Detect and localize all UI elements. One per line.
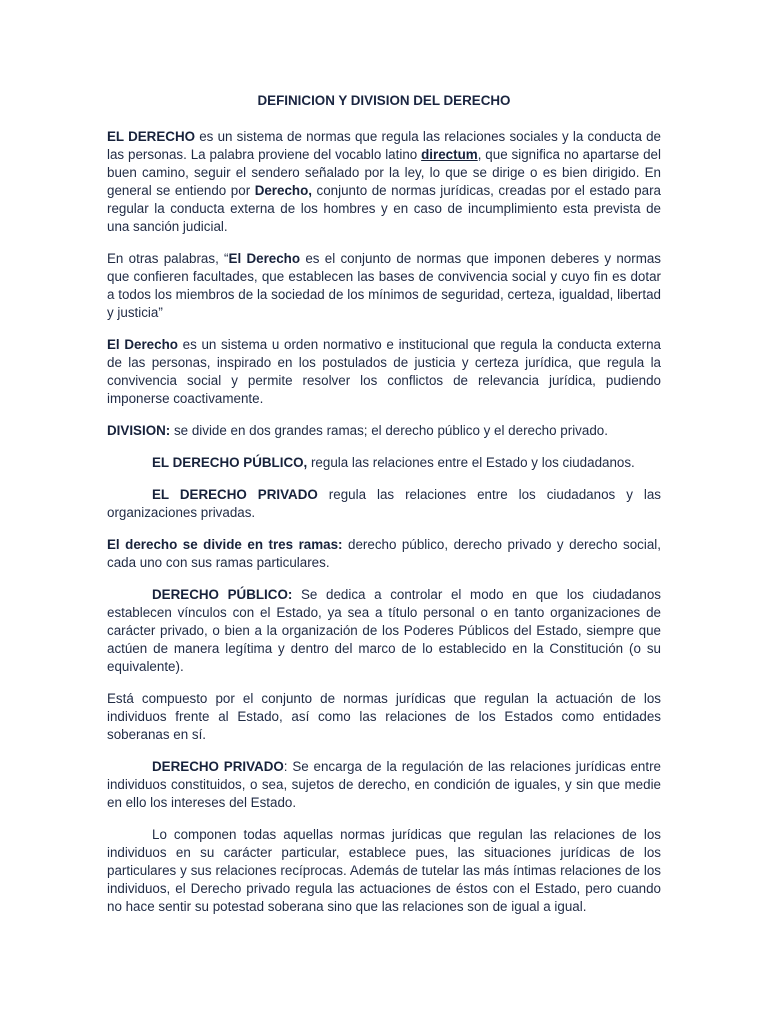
paragraph-text: es un sistema u orden normativo e institucional que regula la conducta externa de las personas, inspirado en los postulados de justicia y certeza jurídica, que regula la convivencia social y permite resolver los conflictos de relevancia jurídica, pudiendo imponerse coactivamente.: [107, 337, 661, 406]
paragraph-other-words: [107, 250, 661, 322]
paragraph-private-law-detail: [107, 758, 661, 812]
paragraph-three-branches: [107, 536, 661, 572]
paragraph-text: En otras palabras, “: [107, 251, 229, 266]
paragraph-text: es el conjunto de normas que imponen deberes y normas que confieren facultades, que establecen las bases de convivencia social y cuyo fin es dotar a todos los miembros de la sociedad de los mínimos de seguridad, certeza, igualdad, libertad y justicia”: [107, 251, 661, 320]
bold-term: Derecho,: [254, 183, 312, 198]
bold-term: DERECHO PRIVADO: [152, 759, 284, 774]
bold-term: El Derecho: [107, 337, 178, 352]
paragraph-public-law-detail: [107, 586, 661, 676]
document-title: DEFINICION Y DIVISION DEL DERECHO: [257, 93, 511, 108]
paragraph-public-law: [107, 454, 661, 472]
bold-term: El derecho se divide en tres ramas:: [107, 537, 343, 552]
bold-term: EL DERECHO: [107, 129, 196, 144]
bold-term: EL DERECHO PÚBLICO,: [152, 455, 308, 470]
paragraph-definition: [107, 128, 661, 236]
paragraph-text: es un sistema de normas que regula las relaciones sociales y la conducta de las personas. La palabra proviene del vocablo latino: [107, 129, 661, 162]
paragraph-text: conjunto de normas jurídicas, creadas por el estado para regular la conducta externa de los hombres y en caso de incumplimiento esta prevista de una sanción judicial.: [107, 183, 661, 234]
paragraph-text: : Se encarga de la regulación de las relaciones jurídicas entre individuos constituidos, o sea, sujetos de derecho, en condición de iguales, y sin que medie en ello los intereses del Estado.: [107, 759, 661, 810]
paragraph-text: regula las relaciones entre el Estado y los ciudadanos.: [307, 455, 635, 470]
underlined-term: directum: [421, 147, 478, 162]
bold-term: DIVISION:: [107, 423, 171, 438]
paragraph-normative-system: [107, 336, 661, 408]
paragraph-text: Lo componen todas aquellas normas jurídicas que regulan las relaciones de los individuos en su carácter particular, establece pues, las situaciones jurídicas de los particulares y sus relaciones recíprocas. Además de tutelar las más íntimas relaciones de los individuos, el Derecho privado regula las actuaciones de éstos con el Estado, pero cuando no hace sentir su potestad soberana sino que las relaciones son de igual a igual.: [107, 827, 661, 914]
paragraph-division: [107, 422, 661, 440]
paragraph-text: derecho público, derecho privado y derecho social, cada uno con sus ramas particulares.: [107, 537, 661, 570]
bold-term: El Derecho: [228, 251, 301, 266]
paragraph-text: se divide en dos grandes ramas; el derecho público y el derecho privado.: [170, 423, 608, 438]
paragraph-text: regula las relaciones entre los ciudadanos y las organizaciones privadas.: [107, 487, 661, 520]
paragraph-public-law-composition: [107, 690, 661, 744]
bold-term: EL DERECHO PRIVADO: [152, 487, 318, 502]
paragraph-text: , que significa no apartarse del buen camino, seguir el sendero señalado por la ley, lo que se dirige o es bien dirigido. En general se entiendo por: [107, 147, 661, 198]
paragraph-text: Está compuesto por el conjunto de normas jurídicas que regulan la actuación de los individuos frente al Estado, así como las relaciones de los Estados como entidades soberanas en sí.: [107, 691, 661, 742]
paragraph-text: Se dedica a controlar el modo en que los ciudadanos establecen vínculos con el Estado, ya sea a título personal o en tanto organizaciones de carácter privado, o bien a la organización de los Poderes Públicos del Estado, siempre que actúen de manera legítima y dentro del marco de lo establecido en la Constitución (o su equivalente).: [107, 587, 661, 674]
paragraph-private-law-composition: [107, 826, 661, 916]
bold-term: DERECHO PÚBLICO:: [152, 587, 293, 602]
paragraph-private-law: [107, 486, 661, 522]
